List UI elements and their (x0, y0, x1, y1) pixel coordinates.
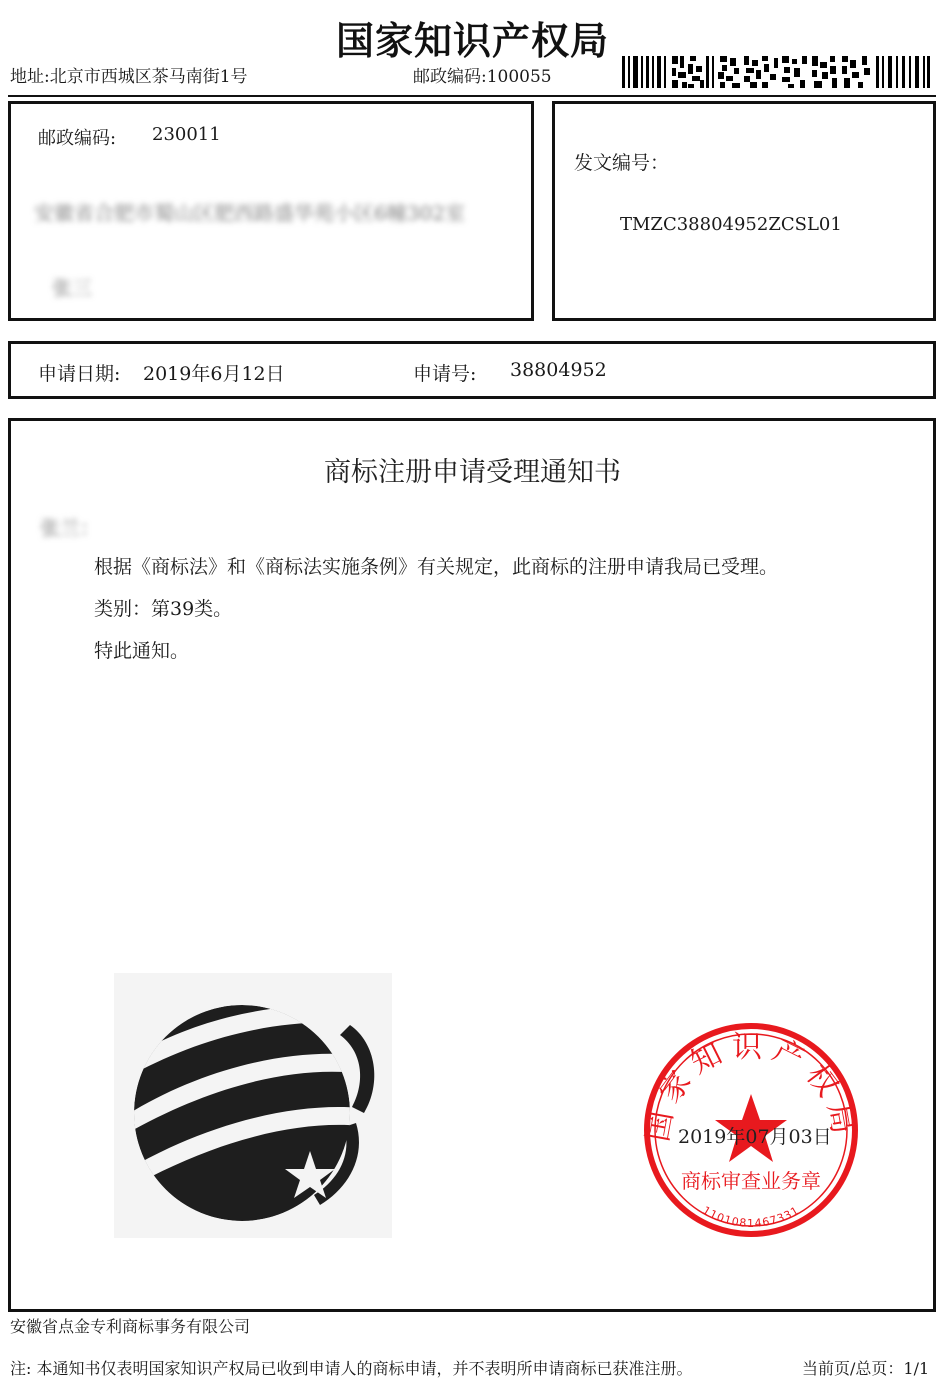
application-number-label: 申请号: (413, 363, 477, 385)
application-date-label: 申请日期: (38, 363, 121, 385)
trademark-logo-icon (114, 973, 392, 1238)
recipient-name: 张三 (52, 276, 92, 300)
recipient-postal-label: 邮政编码: (38, 128, 117, 149)
office-address: 地址:北京市西城区茶马南街1号 (10, 67, 248, 87)
seal-code-text: 1101081467331 (700, 1203, 802, 1230)
notice-title: 商标注册申请受理通知书 (324, 457, 621, 488)
notice-body-line: 根据《商标法》和《商标法实施条例》有关规定，此商标的注册申请我局已受理。 (94, 556, 779, 578)
footer-note: 注: 本通知书仅表明国家知识产权局已收到申请人的商标申请，并不表明所申请商标已获准注册。 (10, 1359, 693, 1378)
barcode-image (622, 56, 930, 88)
header-rule (8, 95, 936, 97)
document-number-box (552, 101, 936, 321)
trademark-image (114, 973, 392, 1238)
recipient-address: 安徽省合肥市蜀山区肥西路盛华苑小区6幢302室 (34, 201, 465, 225)
application-number-value: 38804952 (510, 359, 607, 381)
application-date-value: 2019年6月12日 (143, 363, 285, 385)
page-indicator: 当前页/总页：1/1 (802, 1359, 930, 1378)
seal-org-text: 国家知识产权局 (640, 1029, 862, 1145)
notice-salutation: 张兰： (40, 516, 100, 540)
agency-name: 安徽省点金专利商标事务有限公司 (10, 1317, 251, 1336)
document-number-value: TMZC38804952ZCSL01 (620, 214, 842, 235)
seal-date: 2019年07月03日 (678, 1126, 832, 1148)
recipient-postal-value: 230011 (152, 124, 221, 145)
office-title: 国家知识产权局 (335, 18, 609, 63)
notice-class-line: 类别：第39类。 (94, 598, 233, 620)
seal-dept-text: 商标审查业务章 (681, 1169, 821, 1193)
office-postal-code: 邮政编码:100055 (413, 67, 552, 87)
notice-closing-line: 特此通知。 (94, 640, 190, 662)
document-number-label: 发文编号： (574, 152, 670, 174)
